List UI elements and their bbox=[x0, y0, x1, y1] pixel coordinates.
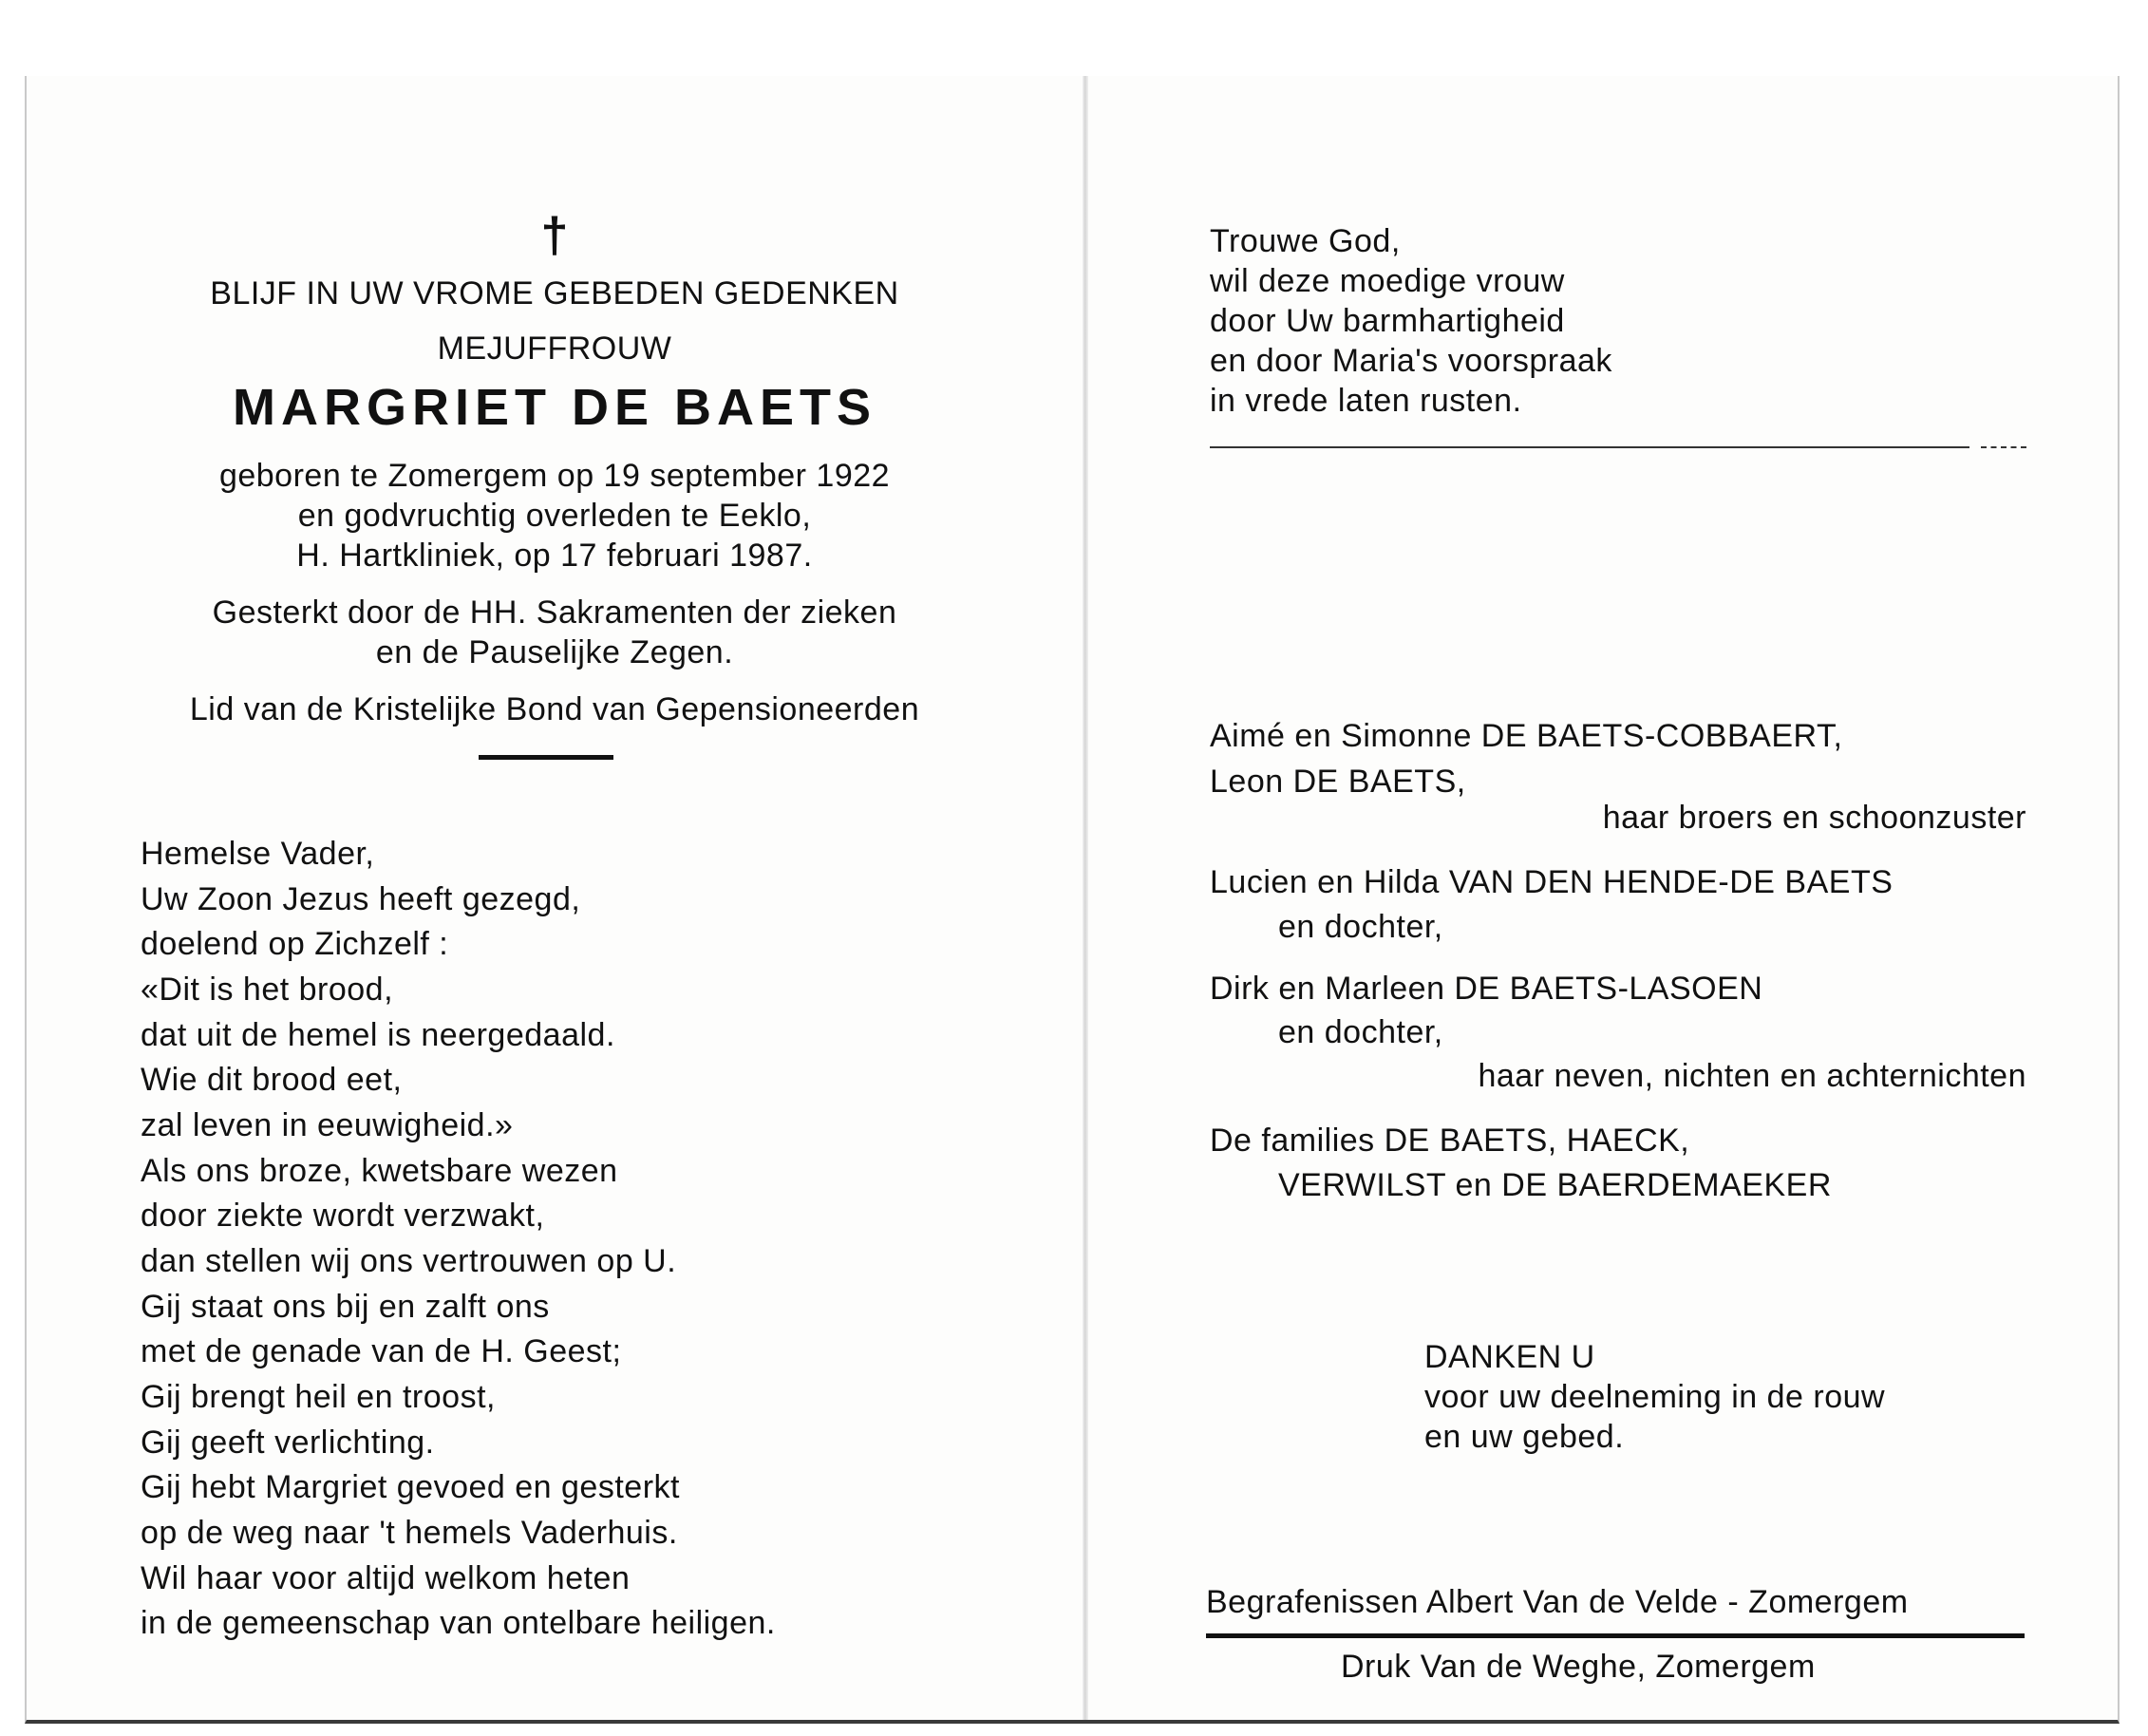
family-line: Aimé en Simonne DE BAETS-COBBAERT, bbox=[1210, 718, 1843, 754]
thanks-line: en uw gebed. bbox=[1424, 1419, 1625, 1455]
family-line: Lucien en Hilda VAN DEN HENDE-DE BAETS bbox=[1210, 864, 1894, 900]
prayer-line: op de weg naar 't hemels Vaderhuis. bbox=[141, 1515, 678, 1551]
family-relation: haar neven, nichten en achternichten bbox=[1478, 1058, 2026, 1094]
prayer-line: Als ons broze, kwetsbare wezen bbox=[141, 1153, 618, 1189]
family-line: en dochter, bbox=[1278, 909, 1443, 945]
header-line: BLIJF IN UW VROME GEBEDEN GEDENKEN bbox=[210, 275, 899, 311]
cross-icon: † bbox=[540, 208, 569, 263]
sacrament-line-1: Gesterkt door de HH. Sakramenten der zieken bbox=[212, 594, 897, 631]
thanks-line: voor uw deelneming in de rouw bbox=[1424, 1379, 1886, 1415]
prayer-line: «Dit is het brood, bbox=[141, 972, 394, 1008]
deceased-name: MARGRIET DE BAETS bbox=[232, 379, 877, 436]
prayer-line: door ziekte wordt verzwakt, bbox=[141, 1198, 545, 1234]
prayer-line: Wil haar voor altijd welkom heten bbox=[141, 1560, 631, 1596]
family-line: De families DE BAETS, HAECK, bbox=[1210, 1123, 1690, 1159]
title: MEJUFFROUW bbox=[437, 330, 672, 367]
right-panel bbox=[1088, 76, 2121, 1720]
prayer-line: met de genade van de H. Geest; bbox=[141, 1333, 622, 1369]
prayer-line: dan stellen wij ons vertrouwen op U. bbox=[141, 1243, 677, 1279]
life-line-1: geboren te Zomergem op 19 september 1922 bbox=[218, 458, 891, 494]
prayer-line: Gij brengt heil en troost, bbox=[141, 1379, 496, 1415]
prayer-line: Gij geeft verlichting. bbox=[141, 1425, 435, 1461]
verse-line: in vrede laten rusten. bbox=[1210, 383, 1522, 419]
verse-line: Trouwe God, bbox=[1210, 223, 1401, 259]
prayer-line: Gij staat ons bij en zalft ons bbox=[141, 1289, 550, 1325]
sacrament-line-2: en de Pauselijke Zegen. bbox=[375, 634, 734, 670]
family-line: Leon DE BAETS, bbox=[1210, 764, 1466, 800]
memorial-card bbox=[25, 76, 2120, 1724]
divider-dash bbox=[1981, 446, 2026, 448]
prayer-line: Wie dit brood eet, bbox=[141, 1062, 403, 1098]
divider bbox=[1210, 446, 1969, 448]
family-line: VERWILST en DE BAERDEMAEKER bbox=[1278, 1167, 1832, 1203]
membership-line: Lid van de Kristelijke Bond van Gepensioneerden bbox=[189, 691, 920, 727]
verse-line: wil deze moedige vrouw bbox=[1210, 263, 1565, 299]
prayer-line: in de gemeenschap van ontelbare heiligen. bbox=[141, 1605, 776, 1641]
life-line-3: H. Hartkliniek, op 17 februari 1987. bbox=[296, 538, 813, 574]
life-line-2: en godvruchtig overleden te Eeklo, bbox=[297, 498, 812, 534]
prayer-line: Hemelse Vader, bbox=[141, 836, 375, 872]
left-panel bbox=[27, 76, 1083, 1720]
thanks-line: DANKEN U bbox=[1424, 1339, 1595, 1375]
family-relation: haar broers en schoonzuster bbox=[1602, 800, 2026, 836]
divider bbox=[479, 755, 613, 760]
verse-line: door Uw barmhartigheid bbox=[1210, 303, 1565, 339]
footer-rule bbox=[1206, 1633, 2025, 1638]
printer-credit: Druk Van de Weghe, Zomergem bbox=[1341, 1649, 1816, 1685]
prayer-line: dat uit de hemel is neergedaald. bbox=[141, 1017, 615, 1053]
prayer-line: Gij hebt Margriet gevoed en gesterkt bbox=[141, 1469, 680, 1505]
prayer-line: zal leven in eeuwigheid.» bbox=[141, 1107, 514, 1143]
family-line: en dochter, bbox=[1278, 1014, 1443, 1050]
prayer-line: doelend op Zichzelf : bbox=[141, 926, 449, 962]
prayer-line: Uw Zoon Jezus heeft gezegd, bbox=[141, 881, 581, 917]
verse-line: en door Maria's voorspraak bbox=[1210, 343, 1612, 379]
funeral-home: Begrafenissen Albert Van de Velde - Zomergem bbox=[1206, 1584, 1909, 1620]
family-line: Dirk en Marleen DE BAETS-LASOEN bbox=[1210, 971, 1763, 1007]
